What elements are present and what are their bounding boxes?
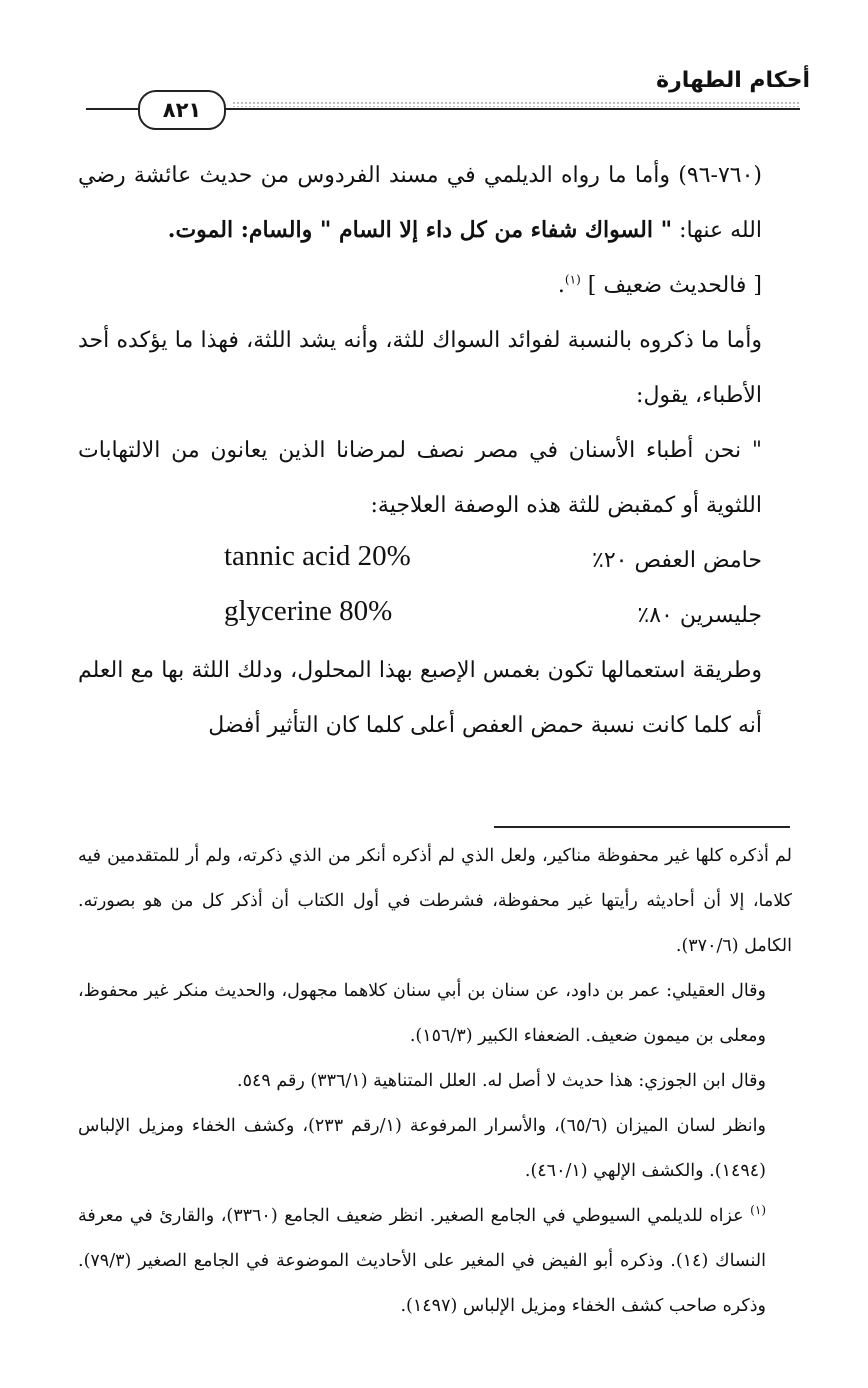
recipe-row xyxy=(78,533,792,588)
hadith-paragraph xyxy=(78,148,792,258)
ruling-text: [ فالحديث ضعيف ] xyxy=(580,273,762,298)
benefits-paragraph: وأما ما ذكروه بالنسبة لفوائد السواك للثة، وأنه يشد اللثة، فهذا ما يؤكده أحد الأطباء، يقول: xyxy=(78,328,762,408)
footnote-ibn-jawzi: وقال ابن الجوزي: هذا حديث لا أصل له. العلل المتناهية (٣٣٦/١) رقم ٥٤٩. xyxy=(237,1071,766,1091)
quote-paragraph: " نحن أطباء الأسنان في مصر نصف لمرضانا الذين يعانون من الالتهابات اللثوية أو كمقبض للثة هذه الوصفة العلاجية: xyxy=(78,438,762,518)
page-number: ٨٢١ xyxy=(138,90,226,130)
footnote-continuation: لم أذكره كلها غير محفوظة مناكير، ولعل الذي لم أذكره أنكر من الذي ذكرته، ولم أر للمتقدمين فيه كلاما، إلا أن أحاديثه رأيتها غير محفوظة، فشرطت في أول الكتاب أن أذكر كل من هو بصورته. الكامل (٣٧٠/٦). xyxy=(78,846,792,956)
recipe-table xyxy=(78,533,792,643)
usage-paragraph: وطريقة استعمالها تكون بغمس الإصبع بهذا المحلول، ودلك اللثة بها مع العلم أنه كلما كانت نسبة حمض العفص أعلى كلما كان التأثير أفضل xyxy=(78,658,762,738)
hadith-intro: (٧٦٠-٩٦) وأما ما رواه الديلمي في مسند الفردوس من حديث عائشة رضي الله عنها: xyxy=(78,163,762,243)
ruling-end: . xyxy=(557,273,565,298)
footnote-mark: (١) xyxy=(750,1203,766,1218)
footnotes xyxy=(78,834,792,1329)
hadith-text: " السواك شفاء من كل داء إلا السام " والسام: الموت. xyxy=(167,217,673,243)
footnote-1-text: عزاه للديلمي السيوطي في الجامع الصغير. انظر ضعيف الجامع (٣٣٦٠)، والقارئ في معرفة النساك (١٤). وذكره أبو الفيض في المغير على الأحاديث الموضوعة في الجامع الصغير (٧٩/٣). وذكره صاحب كشف الخفاء ومزيل الإلباس (١٤٩٧). xyxy=(78,1206,767,1316)
recipe-english: tannic acid 20% xyxy=(224,540,411,572)
header-rule-texture xyxy=(232,101,800,107)
footnote-1 xyxy=(78,1194,792,1329)
footnote-references: وانظر لسان الميزان (٦٥/٦)، والأسرار المرفوعة (١/رقم ٢٣٣)، وكشف الخفاء ومزيل الإلباس (١٤٩٤). والكشف الإلهي (٤٦٠/١). xyxy=(78,1116,766,1181)
recipe-row xyxy=(78,588,792,643)
recipe-arabic: جليسرين ٨٠٪ xyxy=(637,603,762,628)
footnote-ref: (١) xyxy=(564,272,581,287)
recipe-english: glycerine 80% xyxy=(224,595,393,627)
main-text xyxy=(78,148,792,753)
recipe-arabic: حامض العفص ٢٠٪ xyxy=(591,548,762,573)
running-title: أحكام الطهارة xyxy=(656,68,810,93)
footnote-separator xyxy=(494,826,790,828)
footnote-aqili: وقال العقيلي: عمر بن داود، عن سنان بن أبي سنان كلاهما مجهول، والحديث منكر غير محفوظ، ومعلى بن ميمون ضعيف. الضعفاء الكبير (١٥٦/٣). xyxy=(78,981,766,1046)
ruling-paragraph xyxy=(78,258,792,313)
